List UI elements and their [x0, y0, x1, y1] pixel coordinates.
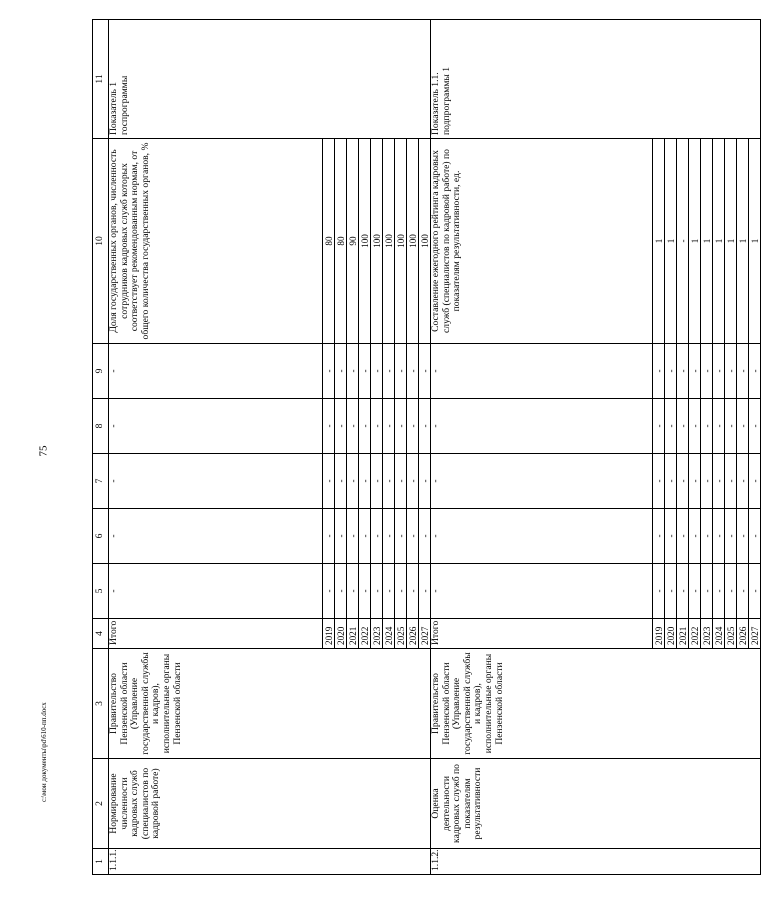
year: 2019	[653, 619, 665, 649]
year-value: -	[749, 564, 761, 619]
year-value: -	[347, 344, 359, 399]
year: 2026	[737, 619, 749, 649]
year-value: -	[323, 399, 335, 454]
year-value: -	[371, 564, 383, 619]
indicator-reference: Показатель 1 госпрограммы	[109, 20, 431, 139]
year-value: -	[713, 564, 725, 619]
column-number: 9	[93, 344, 109, 399]
section-total-row	[431, 20, 653, 875]
year-value: -	[665, 399, 677, 454]
year-value: -	[689, 564, 701, 619]
year-value: -	[323, 454, 335, 509]
year-value: -	[371, 344, 383, 399]
year-value: -	[359, 564, 371, 619]
indicator-value: 1	[737, 139, 749, 344]
year-value: -	[395, 454, 407, 509]
total-value: -	[431, 509, 653, 564]
year-value: -	[653, 454, 665, 509]
indicator-name: Доля государственных органов, численность сотрудников кадровых служб которых соответствует рекомендованным нормам, от общего количества государственных органов, %	[109, 139, 323, 344]
indicator-value: 1	[653, 139, 665, 344]
column-number: 3	[93, 649, 109, 759]
year-value: -	[383, 344, 395, 399]
page-number: 75	[37, 445, 50, 457]
year-value: -	[701, 509, 713, 564]
year: 2025	[725, 619, 737, 649]
year: 2022	[359, 619, 371, 649]
year-value: -	[737, 399, 749, 454]
indicator-value: 100	[395, 139, 407, 344]
year: 2026	[407, 619, 419, 649]
year-value: -	[725, 454, 737, 509]
indicator-value: 100	[407, 139, 419, 344]
year-value: -	[749, 344, 761, 399]
year-value: -	[677, 344, 689, 399]
indicator-value: 90	[347, 139, 359, 344]
indicator-value: -	[677, 139, 689, 344]
year-value: -	[701, 344, 713, 399]
year-value: -	[713, 509, 725, 564]
year-value: -	[419, 509, 431, 564]
year-value: -	[347, 454, 359, 509]
year-value: -	[419, 344, 431, 399]
column-number: 10	[93, 139, 109, 344]
year-value: -	[653, 344, 665, 399]
indicator-value: 100	[359, 139, 371, 344]
year-value: -	[323, 509, 335, 564]
year-value: -	[323, 564, 335, 619]
year: 2021	[347, 619, 359, 649]
year-value: -	[701, 454, 713, 509]
total-value: -	[431, 564, 653, 619]
year-value: -	[371, 509, 383, 564]
indicator-value: 1	[701, 139, 713, 344]
total-value: -	[431, 399, 653, 454]
total-value: -	[109, 509, 323, 564]
year-value: -	[725, 564, 737, 619]
table-body	[93, 20, 761, 875]
year-value: -	[677, 399, 689, 454]
year-value: -	[335, 344, 347, 399]
year: 2022	[689, 619, 701, 649]
column-number: 6	[93, 509, 109, 564]
year-value: -	[335, 399, 347, 454]
year-value: -	[383, 399, 395, 454]
indicator-value: 100	[383, 139, 395, 344]
year: 2020	[335, 619, 347, 649]
table-frame	[92, 20, 760, 875]
year-value: -	[335, 509, 347, 564]
program-activities-table	[92, 19, 761, 875]
section-total-row	[109, 20, 323, 875]
year-value: -	[419, 454, 431, 509]
year-value: -	[359, 344, 371, 399]
activity-name: Нормирование численности кадровых служб (специалистов по кадровой работе)	[109, 759, 431, 849]
year: 2024	[383, 619, 395, 649]
year-value: -	[713, 454, 725, 509]
year: 2025	[395, 619, 407, 649]
year-value: -	[395, 399, 407, 454]
year-value: -	[665, 564, 677, 619]
year-value: -	[383, 509, 395, 564]
indicator-value: 1	[665, 139, 677, 344]
total-value: -	[109, 399, 323, 454]
year-value: -	[713, 344, 725, 399]
year-value: -	[335, 454, 347, 509]
year-value: -	[689, 399, 701, 454]
year-value: -	[395, 564, 407, 619]
section-id: 1.1.1.	[109, 849, 431, 875]
year-value: -	[725, 509, 737, 564]
year-value: -	[689, 509, 701, 564]
column-number-row	[93, 20, 109, 875]
year-value: -	[653, 509, 665, 564]
year-value: -	[737, 454, 749, 509]
year-value: -	[737, 344, 749, 399]
year-value: -	[701, 399, 713, 454]
column-number: 2	[93, 759, 109, 849]
indicator-value: 100	[371, 139, 383, 344]
column-number: 11	[93, 20, 109, 139]
executor: Правительство Пензенской области (Управление государственной службы и кадров), исполнительные органы Пензенской области	[109, 649, 431, 759]
total-label: Итого	[109, 619, 323, 649]
year-value: -	[371, 399, 383, 454]
year-value: -	[407, 564, 419, 619]
year: 2023	[371, 619, 383, 649]
year-value: -	[701, 564, 713, 619]
year-value: -	[335, 564, 347, 619]
column-number: 1	[93, 849, 109, 875]
year-value: -	[359, 509, 371, 564]
year: 2020	[665, 619, 677, 649]
year-value: -	[395, 344, 407, 399]
year-value: -	[665, 344, 677, 399]
year-value: -	[689, 454, 701, 509]
column-number: 8	[93, 399, 109, 454]
year: 2027	[749, 619, 761, 649]
year: 2024	[713, 619, 725, 649]
indicator-value: 80	[323, 139, 335, 344]
year: 2027	[419, 619, 431, 649]
year-value: -	[689, 344, 701, 399]
year-value: -	[725, 399, 737, 454]
footer-file-path: c:\мои документы\рd\610-пп.docx	[40, 702, 48, 802]
year: 2021	[677, 619, 689, 649]
indicator-name: Составление ежегодного рейтинга кадровых служб (специалистов по кадровой работе) по показателям результативности, ед.	[431, 139, 653, 344]
indicator-value: 100	[419, 139, 431, 344]
year-value: -	[395, 509, 407, 564]
rotated-table-container	[92, 20, 760, 875]
year-value: -	[749, 399, 761, 454]
year-value: -	[665, 454, 677, 509]
year: 2023	[701, 619, 713, 649]
section-id: 1.1.2.	[431, 849, 761, 875]
year-value: -	[383, 564, 395, 619]
year-value: -	[725, 344, 737, 399]
indicator-value: 1	[725, 139, 737, 344]
year-value: -	[677, 454, 689, 509]
year-value: -	[713, 399, 725, 454]
indicator-value: 80	[335, 139, 347, 344]
indicator-value: 1	[689, 139, 701, 344]
year-value: -	[383, 454, 395, 509]
year-value: -	[653, 564, 665, 619]
total-value: -	[109, 564, 323, 619]
indicator-reference: Показатель 1.1. подпрограммы 1	[431, 20, 761, 139]
column-number: 4	[93, 619, 109, 649]
year-value: -	[749, 509, 761, 564]
indicator-value: 1	[713, 139, 725, 344]
year-value: -	[359, 399, 371, 454]
year-value: -	[407, 509, 419, 564]
total-label: Итого	[431, 619, 653, 649]
column-number: 7	[93, 454, 109, 509]
indicator-value: 1	[749, 139, 761, 344]
year-value: -	[737, 564, 749, 619]
year-value: -	[749, 454, 761, 509]
year-value: -	[347, 509, 359, 564]
total-value: -	[431, 454, 653, 509]
year-value: -	[677, 509, 689, 564]
year: 2019	[323, 619, 335, 649]
year-value: -	[407, 454, 419, 509]
total-value: -	[431, 344, 653, 399]
year-value: -	[323, 344, 335, 399]
year-value: -	[407, 344, 419, 399]
year-value: -	[737, 509, 749, 564]
year-value: -	[347, 564, 359, 619]
activity-name: Оценка деятельности кадровых служб по показателям результативности	[431, 759, 761, 849]
year-value: -	[359, 454, 371, 509]
year-value: -	[407, 399, 419, 454]
year-value: -	[653, 399, 665, 454]
year-value: -	[419, 399, 431, 454]
total-value: -	[109, 344, 323, 399]
year-value: -	[677, 564, 689, 619]
total-value: -	[109, 454, 323, 509]
column-number: 5	[93, 564, 109, 619]
executor: Правительство Пензенской области (Управление государственной службы и кадров), исполнительные органы Пензенской области	[431, 649, 761, 759]
year-value: -	[371, 454, 383, 509]
year-value: -	[665, 509, 677, 564]
year-value: -	[347, 399, 359, 454]
year-value: -	[419, 564, 431, 619]
